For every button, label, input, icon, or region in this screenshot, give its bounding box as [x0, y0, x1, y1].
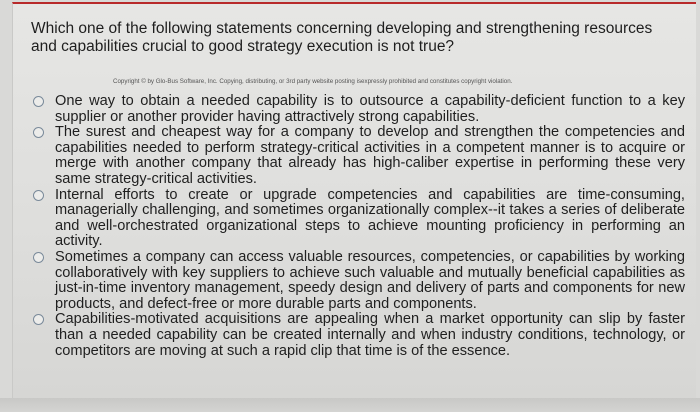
- option-label: Sometimes a company can access valuable resources, competencies, or capabilities by working collaboratively with key suppliers to achieve such valuable and mutually beneficial capabilities as just-in-time inventory management, speedy design and delivery of parts and components for new products, and defect-free or more durable parts and components.: [55, 248, 685, 312]
- question-text: Which one of the following statements concerning developing and strengthening resources and capabilities crucial to good strategy execution is not true?: [31, 20, 653, 55]
- option-label: Internal efforts to create or upgrade competencies and capabilities are time-consuming, managerially challenging, and sometimes organizationally complex--it takes a series of deliberate and well-orchestrated organizational steps to achieve mounting proficiency in performing an activity.: [55, 186, 685, 250]
- answer-option[interactable]: [31, 94, 685, 125]
- radio-button[interactable]: [33, 314, 44, 325]
- copyright-notice: Copyright © by Glo-Bus Software, Inc. Copying, distributing, or 3rd party website posting isexpressly prohibited and constitutes copyright violation.: [113, 78, 513, 85]
- answer-option[interactable]: [31, 125, 685, 187]
- radio-button[interactable]: [33, 127, 44, 138]
- answer-options: [31, 94, 685, 359]
- option-label: One way to obtain a needed capability is to outsource a capability-deficient function to a key supplier or another provider having attractively strong capabilities.: [55, 93, 685, 125]
- option-label: Capabilities-motivated acquisitions are appealing when a market opportunity can slip by faster than a needed capability can be created internally and when industry conditions, technology, or competitors are moving at such a rapid clip that time is of the essence.: [55, 311, 685, 359]
- radio-button[interactable]: [33, 96, 44, 107]
- option-label: The surest and cheapest way for a company to develop and strengthen the competencies and capabilities needed to perform strategy-critical activities in a competent manner is to acquire or merge with another company that already has high-caliber expertise in performing these very same strategy-critical activities.: [55, 124, 685, 187]
- answer-option[interactable]: [31, 188, 685, 250]
- answer-option[interactable]: [31, 312, 685, 359]
- answer-option[interactable]: [31, 250, 685, 312]
- question-card: [12, 2, 696, 400]
- page-edge: [0, 398, 700, 412]
- radio-button[interactable]: [33, 190, 44, 201]
- radio-button[interactable]: [33, 252, 44, 263]
